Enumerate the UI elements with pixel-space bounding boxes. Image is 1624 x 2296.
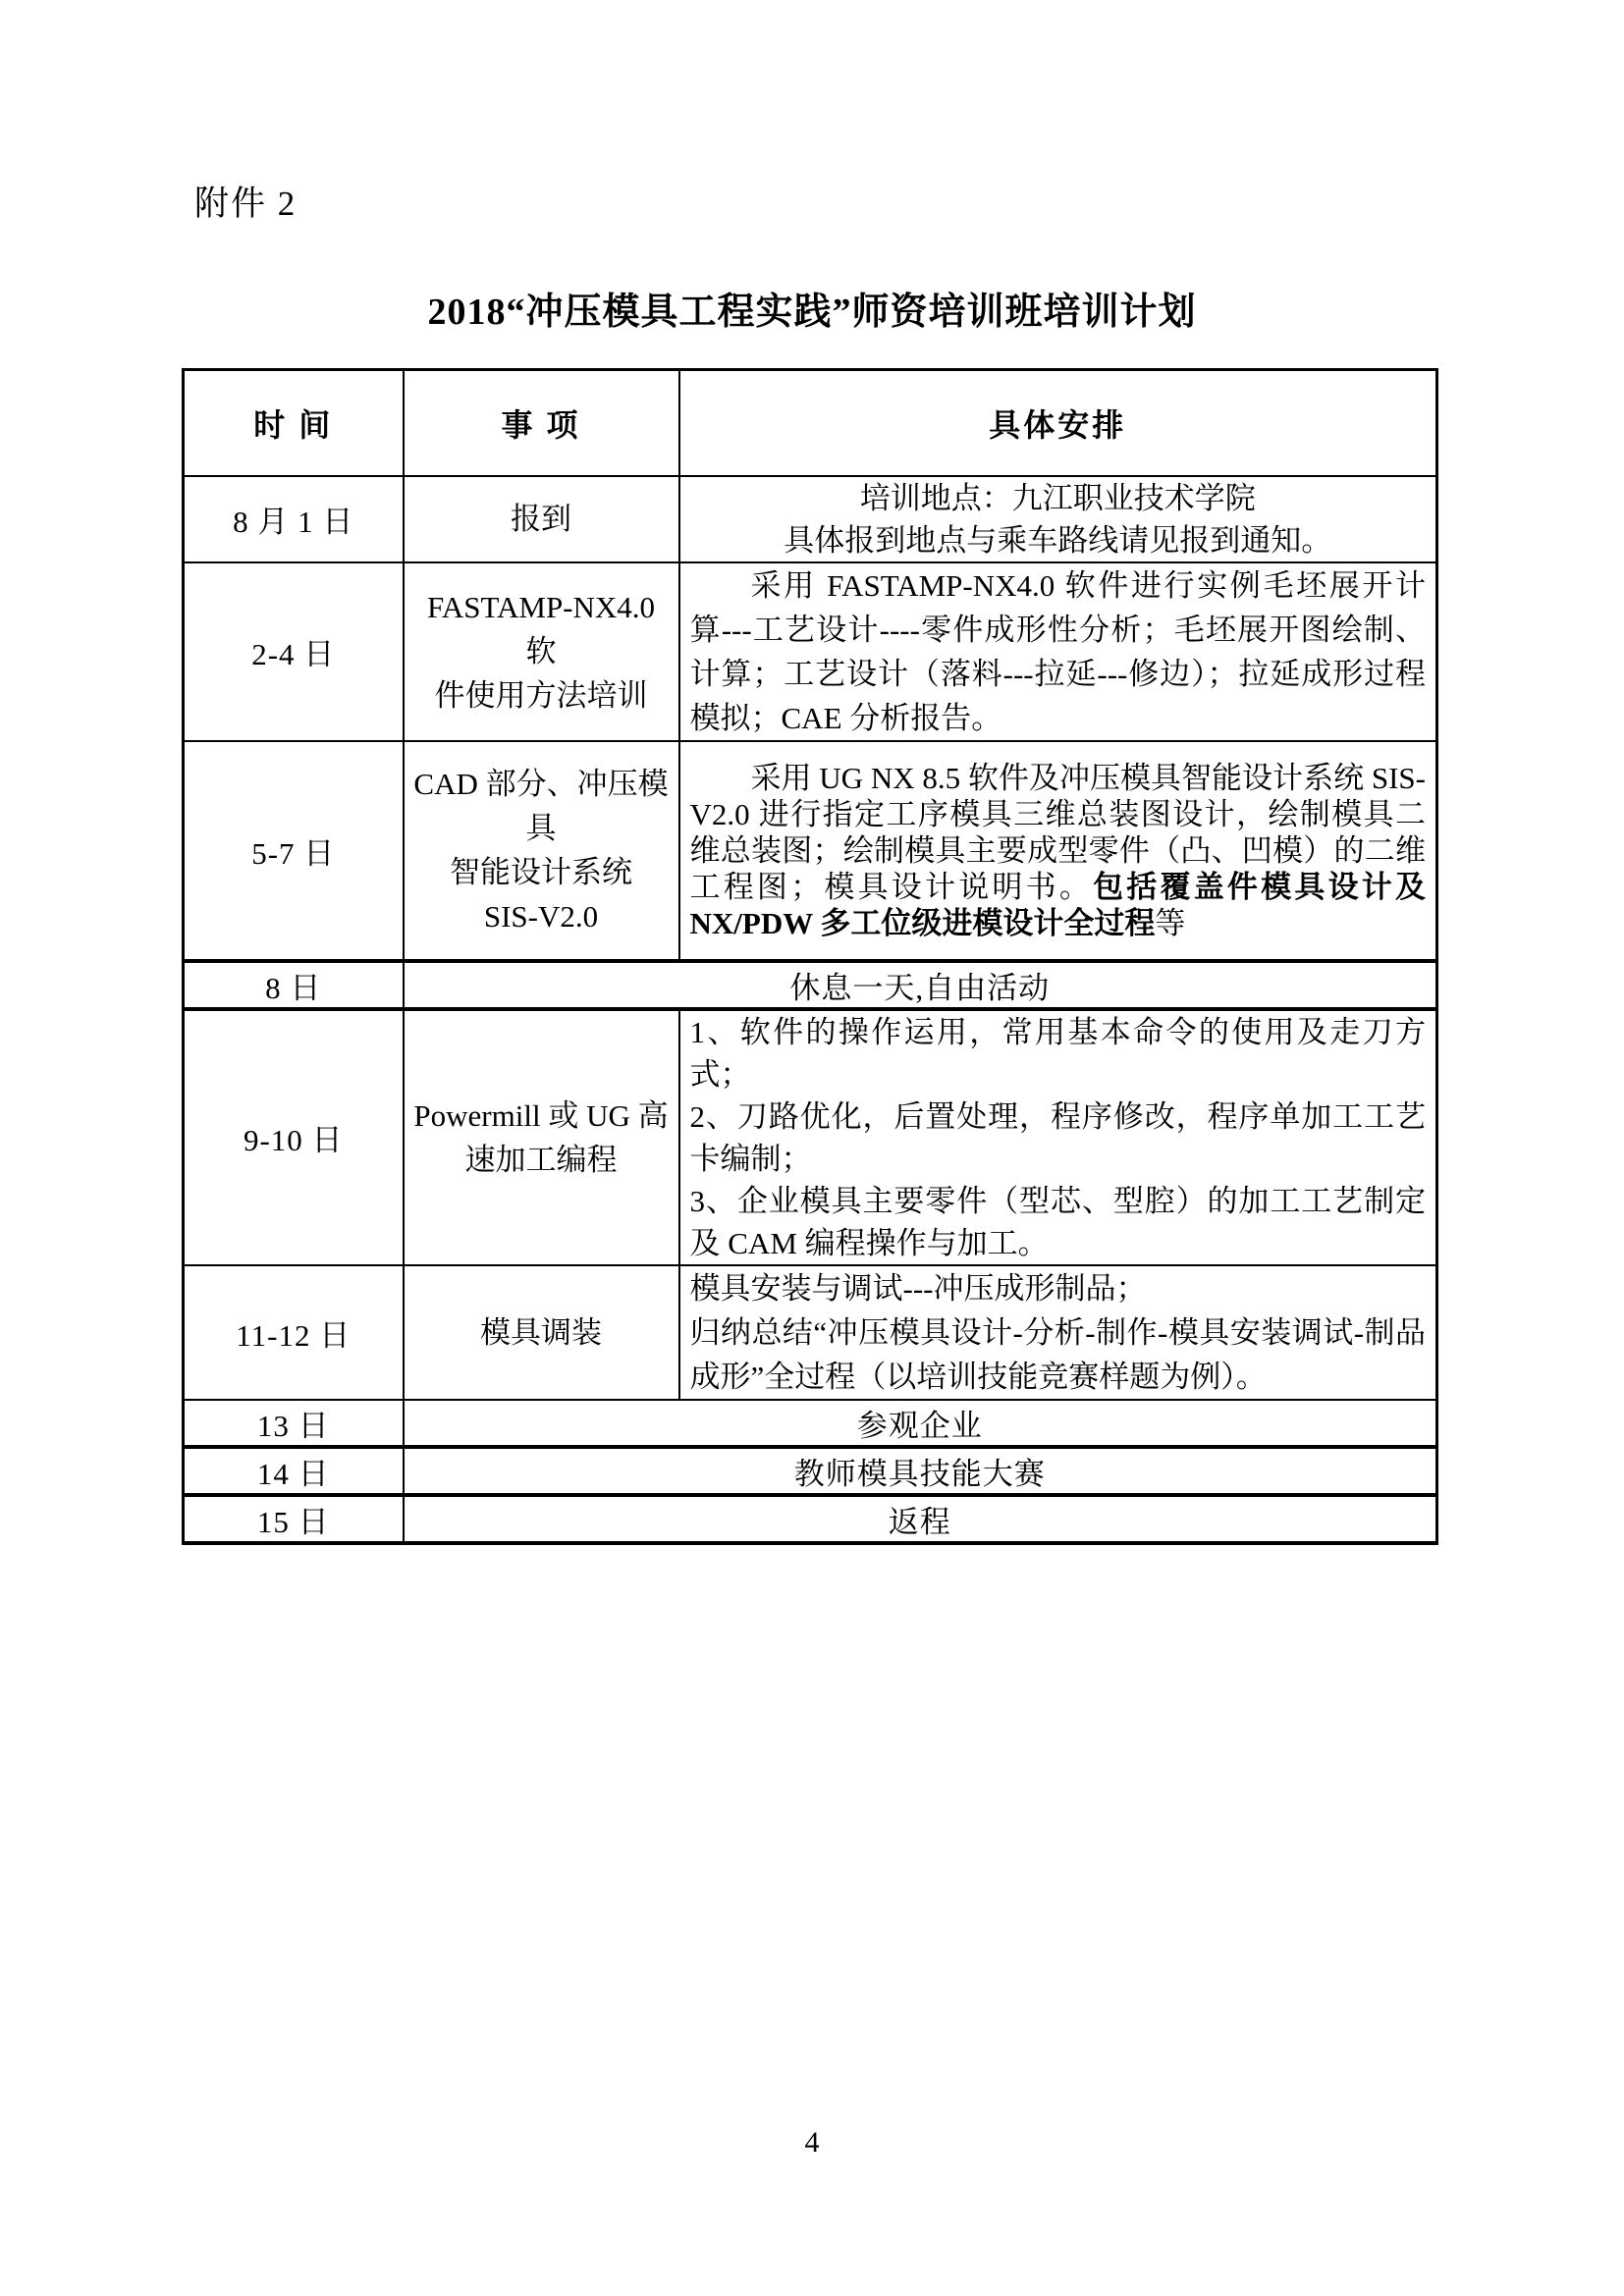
- table-row: [184, 741, 1437, 961]
- arrangement-paragraph: [690, 760, 1427, 941]
- arrangement-cell: [679, 476, 1437, 562]
- time-cell: 13 日: [184, 1400, 404, 1447]
- item-cell: [404, 562, 679, 741]
- time-cell: 9-10 日: [184, 1009, 404, 1265]
- time-cell: 8 月 1 日: [184, 476, 404, 562]
- training-schedule-table: [182, 368, 1438, 1545]
- time-cell: 8 日: [184, 961, 404, 1009]
- arrangement-line: 培训地点：九江职业技术学院: [859, 480, 1256, 515]
- table-row: [184, 1265, 1437, 1400]
- item-line: SIS-V2.0: [483, 899, 599, 934]
- table-row: [184, 1009, 1437, 1265]
- arrangement-list-item: 模具安装与调试---冲压成形制品；: [689, 1270, 1147, 1306]
- item-line: FASTAMP-NX4.0 软: [426, 590, 656, 668]
- item-cell: [404, 741, 679, 961]
- page-title: 2018“冲压模具工程实践”师资培训班培训计划: [427, 292, 1197, 333]
- arrangement-list-item: 归纳总结“冲压模具设计-分析-制作-模具安装调试-制品成形”全过程（以培训技能竞赛样题为例）。: [689, 1314, 1426, 1394]
- item-line: 速加工编程: [464, 1142, 618, 1177]
- merged-activity-cell: 返程: [404, 1495, 1437, 1543]
- header-item: 事 项: [404, 370, 679, 476]
- time-cell: 5-7 日: [184, 741, 404, 961]
- table-row: [184, 562, 1437, 741]
- table-header-row: [184, 370, 1437, 476]
- item-line: 智能设计系统: [450, 855, 632, 889]
- header-arrangement: 具体安排: [679, 370, 1437, 476]
- time-cell: 2-4 日: [184, 562, 404, 741]
- table-row: [184, 1400, 1437, 1447]
- table-row: [184, 961, 1437, 1009]
- item-cell: 报到: [404, 476, 679, 562]
- arrangement-cell: [679, 1009, 1437, 1265]
- time-cell: 15 日: [184, 1495, 404, 1543]
- table-row: [184, 476, 1437, 562]
- item-line: Powermill 或 UG 高: [413, 1097, 669, 1133]
- merged-activity-cell: 教师模具技能大赛: [404, 1447, 1437, 1495]
- arrangement-line: 具体报到地点与乘车路线请见报到通知。: [784, 522, 1332, 558]
- arrangement-list-item: 3、企业模具主要零件（型芯、型腔）的加工工艺制定及 CAM 编程操作与加工。: [689, 1183, 1426, 1260]
- arrangement-cell: [679, 562, 1437, 741]
- item-cell: [404, 1009, 679, 1265]
- table-row: [184, 1447, 1437, 1495]
- item-line: CAD 部分、冲压模具: [413, 767, 669, 845]
- arrangement-paragraph: 采用 FASTAMP-NX4.0 软件进行实例毛坯展开计算---工艺设计----零件成形性分析；毛坯展开图绘制、计算；工艺设计（落料---拉延---修边）；拉延成形过程模拟；CAE 分析报告。: [689, 567, 1426, 735]
- merged-activity-cell: 参观企业: [404, 1400, 1437, 1447]
- arrangement-bold-text: 包括覆盖件模具设计及 NX/PDW 多工位级进模设计全过程: [689, 869, 1427, 940]
- arrangement-list-item: 1、软件的操作运用，常用基本命令的使用及走刀方式；: [689, 1014, 1426, 1092]
- arrangement-text: 采用 UG NX 8.5 软件及冲压模具智能设计系统 SIS-V2.0 进行指定工序模具三维总装图设计，绘制模具二维总装图；绘制模具主要成型零件（凸、凹模）的二维工程图；模具设计说明书。: [689, 760, 1426, 904]
- arrangement-text: 等: [1155, 905, 1186, 940]
- merged-activity-cell: 休息一天,自由活动: [404, 961, 1437, 1009]
- arrangement-list-item: 2、刀路优化，后置处理，程序修改，程序单加工工艺卡编制；: [689, 1098, 1426, 1176]
- time-cell: 14 日: [184, 1447, 404, 1495]
- page-number: 4: [804, 2126, 820, 2159]
- header-time: 时 间: [184, 370, 404, 476]
- time-cell: 11-12 日: [184, 1265, 404, 1400]
- arrangement-cell: [679, 1265, 1437, 1400]
- arrangement-cell: [679, 741, 1437, 961]
- attachment-label: 附件 2: [194, 185, 298, 223]
- item-line: 件使用方法培训: [434, 678, 648, 713]
- item-cell: 模具调装: [404, 1265, 679, 1400]
- table-row: [184, 1495, 1437, 1543]
